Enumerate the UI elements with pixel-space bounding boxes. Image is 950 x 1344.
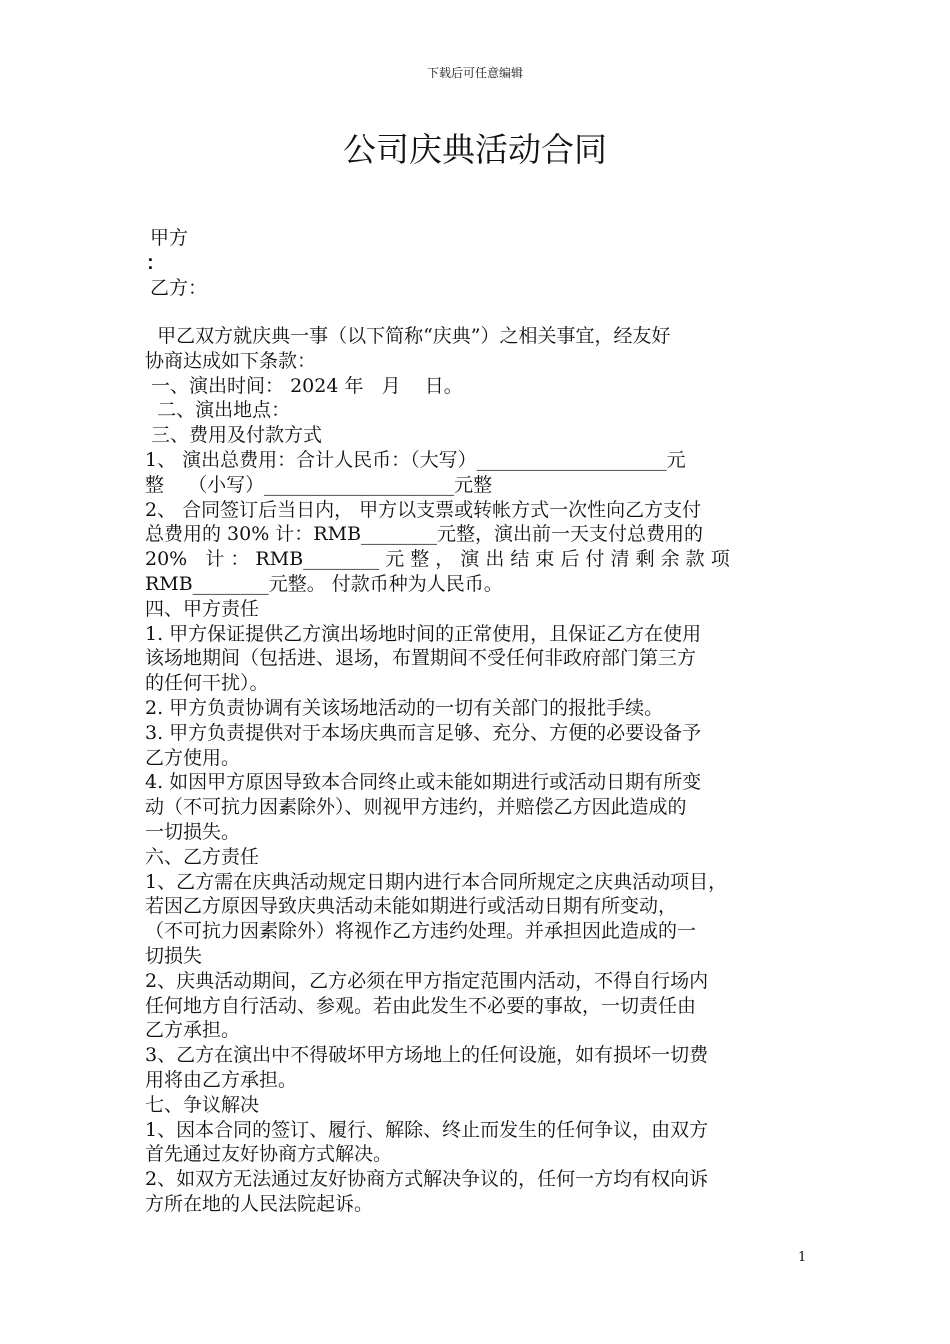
body-line: 3、乙方在演出中不得破坏甲方场地上的任何设施，如有损坏一切费 [145,1044,709,1067]
contract-body [145,324,810,1217]
body-line: 甲乙双方就庆典一事（以下简称“庆典”）之相关事宜，经友好 [145,325,671,347]
body-line: 一、演出时间： 2024 年 月 日。 [145,374,463,397]
body-line: 任何地方自行活动、参观。若由此发生不必要的事故，一切责任由 [145,994,697,1017]
body-line: 2、 合同签订后当日内， 甲方以支票或转帐方式一次性向乙方支付 [145,498,702,521]
body-line: 该场地期间（包括进、退场，布置期间不受任何非政府部门第三方 [145,647,697,670]
party-a-colon: ： [146,252,166,274]
body-line: 六、乙方责任 [145,845,260,868]
body-line: 2、庆典活动期间，乙方必须在甲方指定范围内活动，不得自行场内 [145,969,709,992]
body-line: 首先通过友好协商方式解决。 [145,1143,393,1166]
body-line: 1、乙方需在庆典活动规定日期内进行本合同所规定之庆典活动项目， [145,870,728,893]
party-a-label: 甲方 [150,227,189,249]
body-line: 乙方使用。 [145,746,241,769]
body-line: 20% 计 ： RMB________ 元 整 ， 演 出 结 束 后 付 清 剩 余 款 项 [145,548,730,571]
body-line: 方所在地的人民法院起诉。 [145,1192,374,1215]
document-title: 公司庆典活动合同 [343,130,607,169]
body-line: 三、费用及付款方式 [145,424,323,447]
body-line: 总费用的 30% 计：RMB________元整，演出前一天支付总费用的 [145,523,704,546]
body-line: RMB________元整。 付款币种为人民币。 [145,572,503,595]
party-b-label: 乙方： [150,277,208,299]
body-line: 乙方承担。 [145,1019,241,1042]
body-line: 切损失 [145,944,203,967]
body-line: 七、争议解决 [145,1093,260,1116]
body-line: 二、演出地点： [145,399,291,422]
body-line: 4. 如因甲方原因导致本合同终止或未能如期进行或活动日期有所变 [145,771,702,794]
body-line: 一切损失。 [145,820,241,843]
body-line: 协商达成如下条款： [145,349,317,372]
page-header: 下载后可任意编辑 [426,66,523,80]
body-line: 整 （小写）____________________元整 [145,473,493,496]
page-number: 1 [798,1250,807,1265]
body-line: 2. 甲方负责协调有关该场地活动的一切有关部门的报批手续。 [145,696,664,719]
body-line: 的任何干扰）。 [145,672,269,695]
body-line: 1、 演出总费用：合计人民币：（大写）____________________元 [145,448,686,471]
body-line: 3. 甲方负责提供对于本场庆典而言足够、充分、方便的必要设备予 [145,721,702,744]
body-line: 1、因本合同的签订、履行、解除、终止而发生的任何争议，由双方 [145,1118,709,1141]
body-line: 若因乙方原因导致庆典活动未能如期进行或活动日期有所变动， [145,895,678,918]
body-line: 动（不可抗力因素除外）、则视甲方违约，并赔偿乙方因此造成的 [145,796,687,819]
body-line: 用将由乙方承担。 [145,1068,298,1091]
body-line: 1. 甲方保证提供乙方演出场地时间的正常使用，且保证乙方在使用 [145,622,702,645]
body-line: （不可抗力因素除外）将视作乙方违约处理。并承担因此造成的一 [145,920,697,943]
body-line: 四、甲方责任 [145,597,260,620]
body-line: 2、如双方无法通过友好协商方式解决争议的，任何一方均有权向诉 [145,1168,709,1191]
